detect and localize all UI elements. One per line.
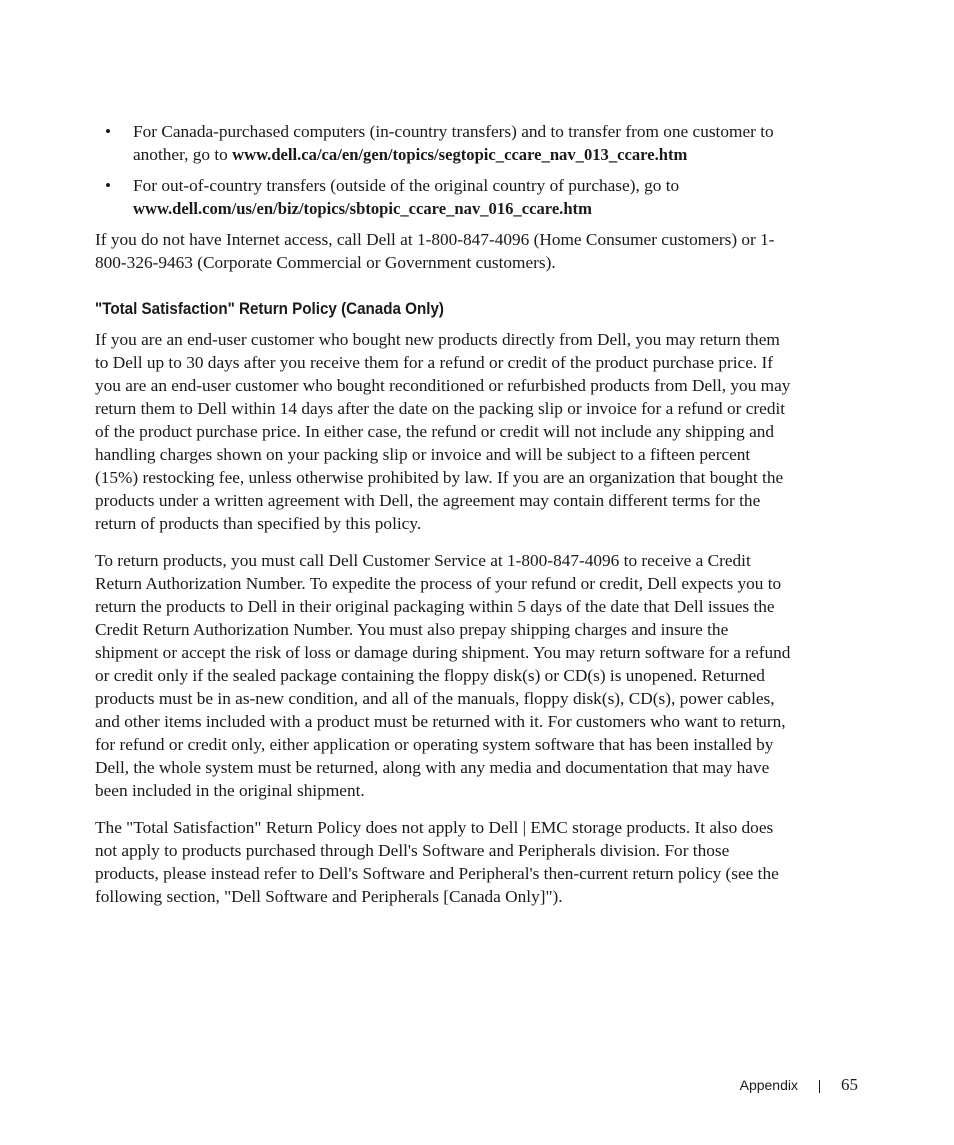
page-number: 65 bbox=[841, 1075, 858, 1094]
url-link[interactable]: www.dell.ca/ca/en/gen/topics/segtopic_ccare_nav_013_ccare.htm bbox=[232, 145, 688, 164]
url-link[interactable]: www.dell.com/us/en/biz/topics/sbtopic_ccare_nav_016_ccare.htm bbox=[133, 199, 592, 218]
body-paragraph: The "Total Satisfaction" Return Policy does not apply to Dell | EMC storage products. It also does not apply to products purchased through Dell's Software and Peripherals division. For those products, please instead refer to Dell's Software and Peripheral's then-current return policy (see the following section, "Dell Software and Peripherals [Canada Only]"). bbox=[95, 818, 779, 906]
footer-section-label: Appendix bbox=[739, 1077, 798, 1093]
bullet-glyph: • bbox=[105, 122, 112, 141]
page-footer bbox=[0, 1075, 954, 1097]
body-paragraph: To return products, you must call Dell Customer Service at 1-800-847-4096 to receive a Credit Return Authorization Number. To expedite the process of your refund or credit, Dell expects you to return the products to Dell in their original packaging within 5 days of the date that Dell issues the Credit Return Authorization Number. You must also prepay shipping charges and insure the shipment or accept the risk of loss or damage during shipment. You may return software for a refund or credit only if the sealed package containing the floppy disk(s) or CD(s) is unopened. Returned products must be in as-new condition, and all of the manuals, floppy disk(s), CD(s), power cables, and other items included with a product must be returned with it. For customers who want to return, for refund or credit only, either application or operating system software that has been installed by Dell, the whole system must be returned, along with any media and documentation that may have been included in the original shipment. bbox=[95, 551, 791, 800]
bullet-text: For out-of-country transfers (outside of the original country of purchase), go to bbox=[133, 176, 680, 195]
list-item bbox=[95, 120, 795, 166]
section-heading: "Total Satisfaction" Return Policy (Canada Only) bbox=[95, 300, 444, 318]
intro-paragraph: If you do not have Internet access, call Dell at 1-800-847-4096 (Home Consumer customers) or 1-800-326-9463 (Corporate Commercial or Government customers). bbox=[95, 230, 775, 272]
bullet-list bbox=[95, 120, 795, 220]
page-content bbox=[95, 120, 795, 922]
bullet-glyph: • bbox=[105, 176, 112, 195]
footer-divider bbox=[819, 1080, 820, 1093]
list-item bbox=[95, 174, 795, 220]
body-paragraph: If you are an end-user customer who bought new products directly from Dell, you may return them to Dell up to 30 days after you receive them for a refund or credit of the product purchase price. If you are an end-user customer who bought reconditioned or refurbished products from Dell, you may return them to Dell within 14 days after the date on the packing slip or invoice for a refund or credit of the product purchase price. In either case, the refund or credit will not include any shipping and handling charges shown on your packing slip or invoice and will be subject to a fifteen percent (15%) restocking fee, unless otherwise prohibited by law. If you are an organization that bought the products under a written agreement with Dell, the agreement may contain different terms for the return of products than specified by this policy. bbox=[95, 330, 791, 533]
bullet-text: For Canada-purchased computers (in-country transfers) and to transfer from one customer to another, go to bbox=[133, 122, 774, 164]
